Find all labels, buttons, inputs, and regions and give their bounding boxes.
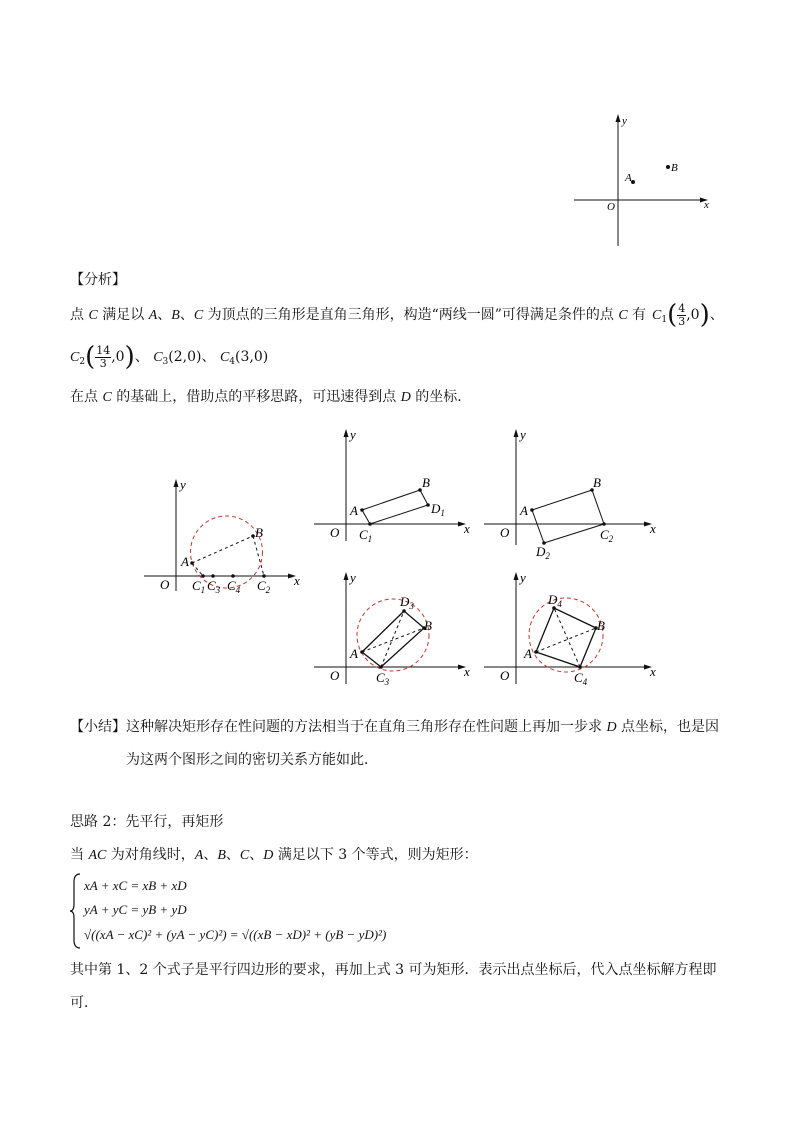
- svg-text:C1: $C_1$: [192, 578, 206, 595]
- top-origin-label: O: [607, 201, 615, 213]
- summary-line-1: 【小结】这种解决矩形存在性问题的方法相当于在直角三角形存在性问题上再加一步求 D 点坐标，也是因: [70, 719, 720, 735]
- figure-rectangle-c1: [310, 425, 475, 545]
- svg-text:O: O: [160, 577, 170, 592]
- equation-brace: [70, 872, 82, 950]
- idea2-condition: 当 AC 为对角线时，A、B、C、D 满足以下 3 个等式，则为矩形：: [70, 847, 478, 863]
- svg-text:B: B: [424, 618, 432, 633]
- analysis-line-1: 点 C 满足以 A、B、C 为顶点的三角形是直角三角形，构造“两线一圆”可得满足条件的点 C 有: [70, 307, 647, 323]
- svg-text:y: y: [520, 427, 526, 442]
- svg-text:O: O: [500, 668, 510, 683]
- svg-text:B: B: [255, 525, 263, 540]
- figure-rectangle-c2: [480, 425, 660, 560]
- svg-text:B: B: [422, 475, 430, 490]
- idea2-title: 思路 2：先平行，再矩形: [70, 814, 224, 830]
- svg-text:O: O: [330, 525, 340, 540]
- figure-two-lines-one-circle: [140, 475, 305, 595]
- analysis-heading: 【分析】: [70, 272, 126, 288]
- svg-text:A: A: [524, 646, 532, 661]
- svg-text:x: x: [650, 521, 656, 536]
- top-y-label: y: [622, 115, 627, 127]
- summary-heading: 【小结】: [70, 719, 126, 735]
- top-coordinate-figure: [570, 110, 720, 250]
- svg-text:y: y: [520, 570, 526, 585]
- summary-line-2: 为这两个图形之间的密切关系方能如此．: [126, 752, 378, 768]
- svg-text:x: x: [464, 521, 470, 536]
- svg-text:D2: $D_2$: [536, 544, 550, 560]
- figure-rectangle-c3: [310, 568, 475, 688]
- analysis-line-2: $C_2$( $\frac{14}{3}$ ,0)、 $C_3(2,0)$、 $C_4(3,0)$: [70, 342, 269, 372]
- svg-text:D4: $D_4$: [548, 592, 562, 609]
- svg-text:y: y: [350, 427, 356, 442]
- top-x-label: x: [704, 199, 709, 211]
- svg-text:y: y: [180, 477, 186, 492]
- svg-text:O: O: [500, 525, 510, 540]
- svg-text:B: B: [597, 618, 605, 633]
- svg-text:A: A: [181, 554, 189, 569]
- svg-text:y: y: [350, 570, 356, 585]
- idea2-note-line-1: 其中第 1、2 个式子是平行四边形的要求，再加上式 3 可为矩形．表示出点坐标后，代入点坐标解方程即: [70, 962, 717, 978]
- svg-text:C3: $C_3$: [207, 578, 221, 595]
- svg-text:C4: $C_4$: [574, 670, 588, 687]
- svg-text:D3: $D_3$: [400, 594, 414, 611]
- equation-1: xA + xC = xB + xD: [84, 878, 187, 893]
- idea2-note-line-2: 可．: [70, 995, 98, 1011]
- point-c1-coordinate: $C_1$( $\frac{4}{3}$ ,0)、: [652, 300, 724, 330]
- svg-text:O: O: [330, 668, 340, 683]
- svg-text:C3: $C_3$: [376, 670, 390, 687]
- svg-text:C4: $C_4$: [227, 578, 241, 595]
- equation-2: yA + yC = yB + yD: [84, 902, 187, 917]
- equation-3: √((xA − xC)² + (yA − yC)²) = √((xB − xD)² + (yB − yD)²): [84, 927, 387, 942]
- svg-text:A: A: [520, 503, 528, 518]
- svg-text:B: B: [593, 475, 601, 490]
- svg-text:C2: $C_2$: [257, 578, 271, 595]
- point-b: [666, 165, 670, 169]
- svg-text:x: x: [294, 573, 300, 588]
- top-a-label: A: [625, 172, 632, 184]
- svg-text:C2: $C_2$: [600, 527, 614, 544]
- figure-rectangle-c4: [480, 568, 660, 688]
- svg-text:A: A: [350, 646, 358, 661]
- analysis-line-3: 在点 C 的基础上，借助点的平移思路，可迅速得到点 D 的坐标．: [70, 389, 472, 405]
- svg-text:C1: $C_1$: [359, 527, 373, 544]
- top-b-label: B: [671, 162, 678, 174]
- svg-text:D1: $D_1$: [431, 501, 445, 518]
- svg-text:x: x: [464, 664, 470, 679]
- svg-text:x: x: [650, 664, 656, 679]
- svg-text:A: A: [350, 503, 358, 518]
